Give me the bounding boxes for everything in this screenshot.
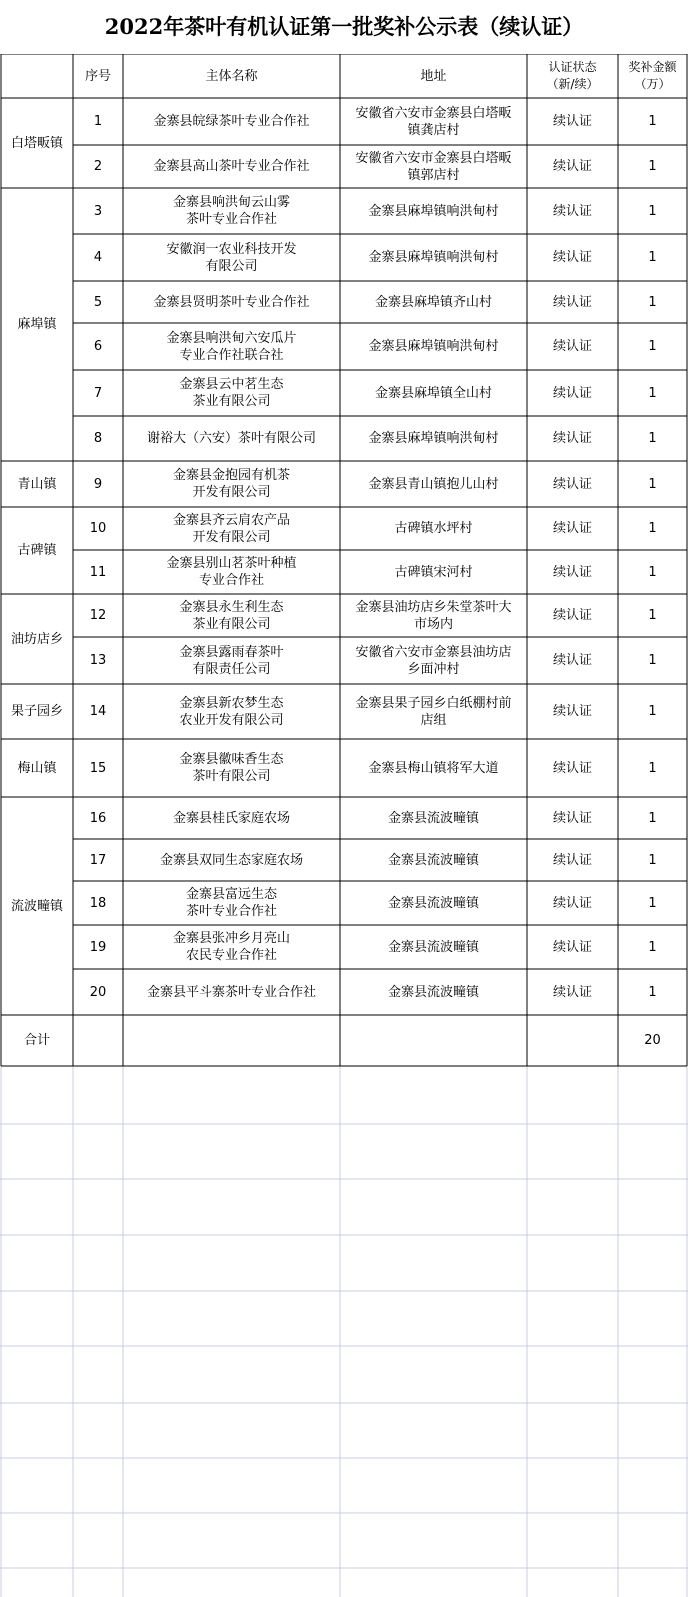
entity-name-cell: 金寨县徽味香生态 茶叶有限公司 (179, 752, 284, 784)
address-cell: 金寨县流波疃镇 (387, 810, 479, 826)
status-cell: 续认证 (552, 431, 592, 446)
seq-cell: 10 (89, 521, 107, 536)
seq-cell: 8 (93, 431, 103, 446)
status-cell: 续认证 (552, 159, 592, 174)
seq-cell: 15 (89, 760, 107, 776)
seq-cell: 12 (89, 608, 107, 623)
town-cell: 古碑镇 (17, 543, 57, 558)
status-cell: 续认证 (552, 476, 592, 492)
entity-name-cell: 金寨县金抱园有机茶 开发有限公司 (172, 468, 290, 500)
status-cell: 续认证 (552, 810, 592, 826)
seq-cell: 3 (93, 203, 103, 219)
entity-name-cell: 安徽润一农业科技开发 有限公司 (166, 241, 297, 274)
page-title: 2022年茶叶有机认证第一批奖补公示表（续认证） (104, 14, 584, 39)
seq-cell: 19 (89, 939, 107, 955)
entity-name-cell: 金寨县双同生态家庭农场 (159, 852, 303, 868)
entity-name-cell: 金寨县桂氏家庭农场 (172, 810, 290, 826)
amount-cell: 1 (648, 476, 657, 492)
status-cell: 续认证 (552, 760, 592, 776)
entity-name-cell: 金寨县平斗寨茶叶专业合作社 (146, 984, 316, 1000)
address-cell: 金寨县梅山镇将军大道 (368, 760, 499, 776)
entity-name-cell: 金寨县响洪甸六安瓜片 专业合作社联合社 (166, 330, 297, 363)
address-cell: 金寨县流波疃镇 (387, 939, 479, 955)
entity-name-cell: 金寨县皖绿茶叶专业合作社 (153, 114, 310, 129)
amount-cell: 1 (648, 114, 657, 129)
entity-name-cell: 金寨县高山茶叶专业合作社 (153, 159, 310, 174)
seq-cell: 18 (89, 895, 107, 911)
entity-name-cell: 金寨县张冲乡月亮山 农民专业合作社 (172, 931, 290, 963)
amount-cell: 1 (648, 203, 657, 219)
total-amount-cell: 20 (644, 1033, 661, 1048)
seq-cell: 9 (93, 476, 103, 492)
status-cell: 续认证 (552, 521, 592, 536)
header-amount-cell: 奖补金额 （万） (628, 60, 677, 91)
entity-name-cell: 金寨县永生利生态 茶业有限公司 (179, 599, 284, 632)
address-cell: 金寨县青山镇抱儿山村 (368, 476, 499, 492)
amount-cell: 1 (648, 939, 657, 955)
header-entity-cell: 主体名称 (205, 68, 258, 84)
total-label-cell: 合计 (23, 1033, 50, 1048)
entity-name-cell: 金寨县响洪甸云山雾 茶叶专业合作社 (172, 195, 290, 227)
header-status-cell: 认证状态 （新/续） (546, 60, 599, 91)
address-cell: 金寨县麻埠镇响洪甸村 (368, 250, 499, 265)
amount-cell: 1 (648, 608, 657, 623)
status-cell: 续认证 (552, 984, 592, 1000)
address-cell: 安徽省六安市金寨县白塔畈 镇龚店村 (355, 105, 512, 138)
amount-cell: 1 (648, 704, 657, 719)
amount-cell: 1 (648, 653, 657, 668)
town-cell: 果子园乡 (10, 704, 63, 719)
amount-cell: 1 (648, 984, 657, 1000)
header-address-cell: 地址 (420, 68, 447, 84)
entity-name-cell: 金寨县富远生态 茶叶专业合作社 (185, 887, 277, 919)
seq-cell: 4 (93, 250, 103, 265)
entity-name-cell: 金寨县别山茗茶叶种植 专业合作社 (166, 556, 297, 588)
amount-cell: 1 (648, 895, 657, 911)
seq-cell: 1 (93, 114, 103, 129)
seq-cell: 2 (93, 159, 103, 174)
amount-cell: 1 (648, 760, 657, 776)
seq-cell: 5 (93, 294, 103, 310)
amount-cell: 1 (648, 810, 657, 826)
town-cell: 白塔畈镇 (10, 135, 63, 151)
address-cell: 金寨县流波疃镇 (387, 984, 479, 1000)
entity-name-cell: 金寨县新农梦生态 农业开发有限公司 (179, 695, 284, 728)
amount-cell: 1 (648, 339, 657, 354)
address-cell: 金寨县麻埠镇响洪甸村 (368, 203, 499, 219)
seq-cell: 16 (89, 810, 107, 826)
entity-name-cell: 金寨县露雨春茶叶 有限责任公司 (179, 644, 284, 677)
seq-cell: 7 (93, 385, 103, 401)
address-cell: 古碑镇宋河村 (394, 564, 473, 580)
address-cell: 金寨县流波疃镇 (387, 852, 479, 868)
town-cell: 青山镇 (17, 476, 57, 492)
amount-cell: 1 (648, 521, 657, 536)
address-cell: 金寨县流波疃镇 (387, 895, 479, 911)
amount-cell: 1 (648, 294, 657, 310)
address-cell: 金寨县麻埠镇全山村 (374, 385, 492, 401)
seq-cell: 17 (89, 852, 107, 868)
town-cell: 梅山镇 (17, 760, 57, 776)
entity-name-cell: 谢裕大（六安）茶叶有限公司 (146, 431, 316, 446)
status-cell: 续认证 (552, 294, 592, 310)
status-cell: 续认证 (552, 852, 592, 868)
address-cell: 安徽省六安市金寨县油坊店 乡面冲村 (355, 644, 512, 677)
amount-cell: 1 (648, 431, 657, 446)
status-cell: 续认证 (552, 114, 592, 129)
address-cell: 金寨县油坊店乡朱堂茶叶大 市场内 (355, 599, 512, 632)
town-cell: 麻埠镇 (17, 317, 57, 332)
status-cell: 续认证 (552, 704, 592, 719)
amount-cell: 1 (648, 852, 657, 868)
entity-name-cell: 金寨县贤明茶叶专业合作社 (153, 294, 310, 310)
town-cell: 油坊店乡 (10, 631, 63, 647)
status-cell: 续认证 (552, 385, 592, 401)
entity-name-cell: 金寨县云中茗生态 茶业有限公司 (179, 377, 284, 409)
amount-cell: 1 (648, 250, 657, 265)
seq-cell: 14 (89, 704, 107, 719)
amount-cell: 1 (648, 564, 657, 580)
status-cell: 续认证 (552, 895, 592, 911)
address-cell: 金寨县麻埠镇响洪甸村 (368, 339, 499, 354)
amount-cell: 1 (648, 385, 657, 401)
town-cell: 流波疃镇 (10, 898, 63, 914)
status-cell: 续认证 (552, 339, 592, 354)
header-town-cell (1, 54, 73, 98)
status-cell: 续认证 (552, 203, 592, 219)
status-cell: 续认证 (552, 564, 592, 580)
header-seq-cell: 序号 (84, 68, 111, 84)
status-cell: 续认证 (552, 939, 592, 955)
address-cell: 安徽省六安市金寨县白塔畈 镇郭店村 (355, 150, 512, 183)
status-cell: 续认证 (552, 608, 592, 623)
address-cell: 金寨县果子园乡白纸棚村前 店组 (355, 695, 512, 728)
address-cell: 金寨县麻埠镇响洪甸村 (368, 431, 499, 446)
seq-cell: 20 (89, 984, 107, 1000)
seq-cell: 6 (93, 339, 103, 354)
seq-cell: 13 (89, 653, 107, 668)
amount-cell: 1 (648, 159, 657, 174)
seq-cell: 11 (89, 564, 107, 580)
address-cell: 古碑镇水坪村 (394, 521, 473, 536)
award-table (0, 54, 688, 1597)
status-cell: 续认证 (552, 250, 592, 265)
address-cell: 金寨县麻埠镇齐山村 (374, 294, 492, 310)
status-cell: 续认证 (552, 653, 592, 668)
entity-name-cell: 金寨县齐云肩农产品 开发有限公司 (172, 512, 290, 545)
